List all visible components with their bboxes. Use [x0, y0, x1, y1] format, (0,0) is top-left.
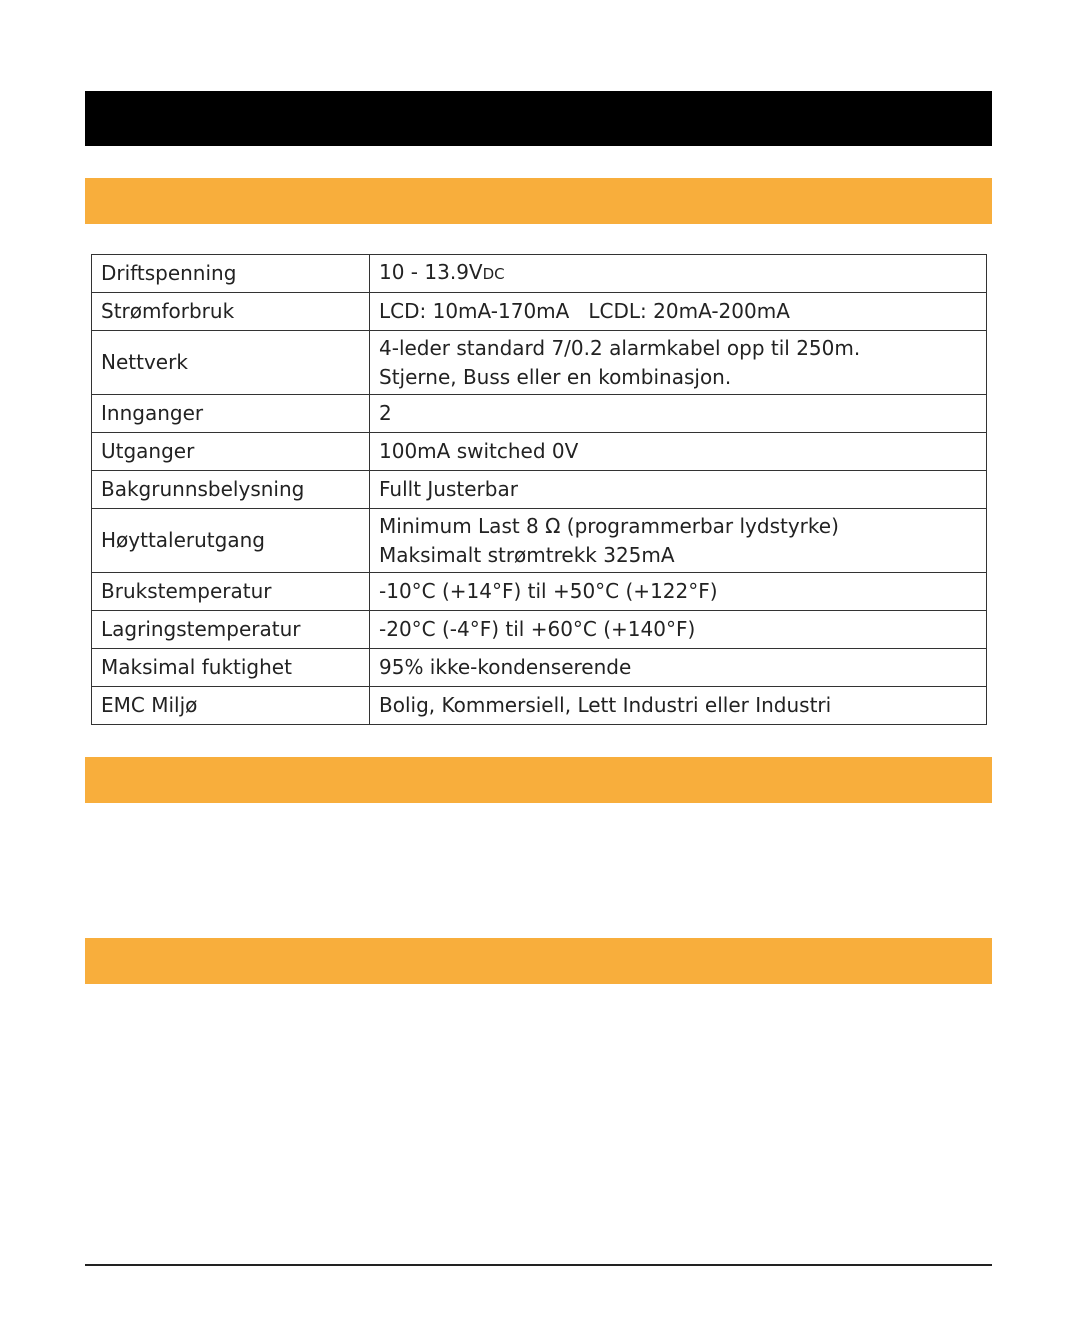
spec-label: Driftspenning: [92, 255, 370, 293]
table-row: [92, 611, 987, 649]
section-bar-2: [85, 757, 992, 803]
spec-label: Bakgrunnsbelysning: [92, 471, 370, 509]
spec-value: [370, 687, 987, 725]
spec-value-line: 2: [379, 401, 392, 425]
spec-value-line: 95% ikke-kondenserende: [379, 655, 632, 679]
spec-value-line: -10°C (+14°F) til +50°C (+122°F): [379, 579, 718, 603]
spec-value: [370, 649, 987, 687]
spec-value: [370, 395, 987, 433]
spec-label: Høyttalerutgang: [92, 509, 370, 573]
spec-value: [370, 293, 987, 331]
spec-value: [370, 255, 987, 293]
section-bar-specifications: [85, 178, 992, 224]
spec-label: Utganger: [92, 433, 370, 471]
table-row: [92, 471, 987, 509]
spec-value: [370, 573, 987, 611]
spec-value-line: Maksimalt strømtrekk 325mA: [379, 542, 675, 567]
table-row: [92, 649, 987, 687]
spec-label: Lagringstemperatur: [92, 611, 370, 649]
table-row: [92, 433, 987, 471]
table-row: [92, 573, 987, 611]
spec-value-line: Fullt Justerbar: [379, 477, 518, 501]
spec-value: [370, 433, 987, 471]
table-row: [92, 509, 987, 573]
spec-value-suffix: DC: [482, 265, 505, 283]
spec-label: EMC Miljø: [92, 687, 370, 725]
footer-rule: [85, 1264, 992, 1266]
table-row: [92, 687, 987, 725]
spec-value: [370, 509, 987, 573]
spec-label: Innganger: [92, 395, 370, 433]
spec-value-line: 4-leder standard 7/0.2 alarmkabel opp til 250m.: [379, 335, 861, 360]
header-bar: [85, 91, 992, 146]
spec-label: Brukstemperatur: [92, 573, 370, 611]
spec-label: Nettverk: [92, 331, 370, 395]
table-row: [92, 293, 987, 331]
spec-value-line: Bolig, Kommersiell, Lett Industri eller Industri: [379, 693, 832, 717]
table-row: [92, 395, 987, 433]
spec-value: [370, 331, 987, 395]
spec-value-line: 100mA switched 0V: [379, 439, 579, 463]
spec-label: Maksimal fuktighet: [92, 649, 370, 687]
spec-value-line: 10 - 13.9V: [379, 260, 483, 284]
spec-value: [370, 611, 987, 649]
spec-value-line: Minimum Last 8 Ω (programmerbar lydstyrke): [379, 513, 839, 538]
spec-value: [370, 471, 987, 509]
specification-table: [91, 254, 987, 725]
table-row: [92, 331, 987, 395]
spec-value-line: Stjerne, Buss eller en kombinasjon.: [379, 364, 732, 389]
spec-value-line: LCD: 10mA-170mA LCDL: 20mA-200mA: [379, 299, 790, 323]
section-bar-3: [85, 938, 992, 984]
table-row: [92, 255, 987, 293]
spec-label: Strømforbruk: [92, 293, 370, 331]
spec-value-line: -20°C (-4°F) til +60°C (+140°F): [379, 617, 696, 641]
